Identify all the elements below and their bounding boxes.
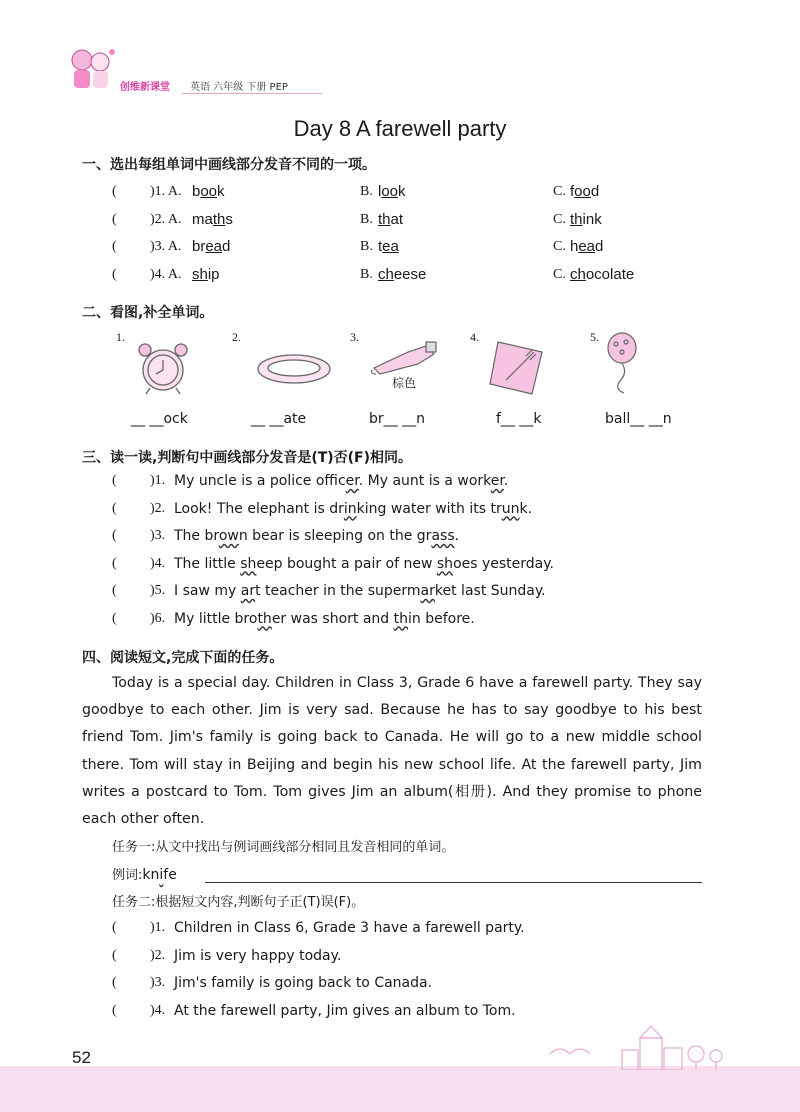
- question-number: )4.: [150, 1002, 166, 1018]
- answer-paren[interactable]: (: [112, 583, 117, 598]
- underlined-letters: ea: [382, 238, 399, 255]
- question-number: )2.: [150, 500, 166, 516]
- picture-number: 3.: [350, 330, 359, 344]
- answer-paren[interactable]: (: [112, 920, 117, 935]
- question-number: )4. A.: [150, 266, 182, 282]
- sentence-part: oes yesterday.: [453, 555, 554, 572]
- underlined-letters: oo: [574, 183, 591, 200]
- sentence-part: king water with its tr: [356, 500, 502, 517]
- underlined-letters: er: [490, 473, 504, 489]
- option-c-label: C.: [553, 184, 566, 199]
- picture-number: 1.: [116, 330, 125, 344]
- brand-name: 创维新课堂: [120, 82, 170, 93]
- word-part: h: [570, 238, 579, 255]
- cartoon-kids-logo-icon: [62, 42, 122, 98]
- option-a-word: [192, 238, 230, 255]
- answer-paren[interactable]: (: [112, 975, 117, 990]
- answer-paren[interactable]: (: [112, 500, 117, 516]
- answer-paren[interactable]: (: [112, 1002, 117, 1018]
- fill-in-word[interactable]: f__ __k: [496, 411, 542, 427]
- answer-paren[interactable]: (: [112, 528, 117, 543]
- page-number: 52: [72, 1048, 91, 1067]
- underlined-letters: th: [570, 210, 583, 228]
- sentence-part: The br: [174, 528, 219, 544]
- section4-heading: 四、阅读短文,完成下面的任务。: [82, 650, 284, 666]
- option-a-word: [192, 266, 220, 283]
- option-c-word: [570, 266, 634, 283]
- underlined-letters: i: [159, 867, 164, 883]
- option-b-word: [378, 183, 406, 200]
- picture-number: 2.: [232, 330, 241, 344]
- underlined-letters: oo: [200, 183, 218, 200]
- option-b-word: [378, 266, 426, 283]
- example-row: [112, 864, 177, 883]
- sentence-part: .: [454, 528, 460, 544]
- underlined-letters: ea: [578, 238, 596, 255]
- header-divider: [182, 93, 322, 94]
- option-c-label: C.: [553, 239, 566, 254]
- word-part: l: [378, 183, 382, 200]
- underlined-letters: oo: [381, 183, 399, 200]
- answer-paren[interactable]: (: [112, 947, 117, 963]
- sentence: [174, 611, 475, 627]
- word-part: kn: [142, 867, 160, 883]
- word-part: fe: [163, 867, 177, 883]
- underlined-letters: th: [378, 210, 391, 228]
- underlined-letters: ch: [378, 265, 394, 283]
- underlined-letters: ar: [420, 583, 435, 599]
- book-info: 英语 六年级 下册 PEP: [190, 82, 288, 93]
- plate-icon: [254, 344, 334, 398]
- word-part: b: [192, 183, 201, 200]
- option-b-label: B.: [360, 211, 373, 227]
- option-b-word: [378, 238, 399, 255]
- underlined-letters: th: [212, 210, 226, 228]
- picture-number: 4.: [470, 330, 479, 344]
- question-number: )3. A.: [150, 239, 182, 254]
- underlined-letters: th: [257, 610, 272, 627]
- option-b-word: [378, 211, 403, 228]
- sentence-part: Look! The elephant is dr: [174, 500, 344, 517]
- word-part: ip: [207, 265, 220, 283]
- underlined-letters: ea: [205, 238, 223, 255]
- word-part: k: [398, 183, 406, 200]
- fork-on-napkin-icon: [484, 334, 548, 402]
- word-part: ma: [192, 210, 213, 228]
- statement: Children in Class 6, Grade 3 have a farewell party.: [174, 920, 525, 936]
- underlined-letters: in: [343, 500, 357, 517]
- underlined-letters: er: [345, 473, 359, 489]
- option-c-label: C.: [553, 266, 566, 282]
- balloon-icon: [604, 330, 644, 398]
- option-c-word: [570, 238, 603, 255]
- underlined-letters: sh: [240, 555, 257, 572]
- option-c-word: [570, 183, 599, 200]
- answer-paren[interactable]: (: [112, 184, 117, 199]
- statement: Jim's family is going back to Canada.: [174, 975, 433, 991]
- word-part: s: [225, 210, 233, 228]
- word-part: f: [570, 183, 575, 200]
- task1-instruction: 任务一:从文中找出与例词画线部分相同且发音相同的单词。: [112, 840, 455, 855]
- word-part: eese: [393, 265, 427, 283]
- underlined-letters: un: [501, 500, 520, 517]
- statement: At the farewell party, Jim gives an album to Tom.: [174, 1002, 516, 1019]
- question-number: )4.: [150, 555, 166, 571]
- underlined-letters: th: [393, 610, 408, 627]
- answer-paren[interactable]: (: [112, 555, 117, 571]
- sentence-part: eep bought a pair of new: [256, 555, 437, 572]
- word-part: d: [595, 238, 604, 255]
- answer-paren[interactable]: (: [112, 211, 117, 227]
- answer-paren[interactable]: (: [112, 473, 117, 488]
- word-part: t: [378, 238, 383, 255]
- option-a-word: [192, 183, 225, 200]
- question-number: )6.: [150, 610, 166, 626]
- castle-decoration-icon: [540, 1024, 740, 1070]
- question-number: )1.: [150, 473, 166, 488]
- sentence-part: t teacher in the superm: [255, 583, 421, 599]
- sentence: [174, 556, 554, 572]
- task2-instruction: 任务二:根据短文内容,判断句子正(T)误(F)。: [112, 895, 365, 910]
- sentence-part: My little bro: [174, 610, 258, 627]
- answer-line[interactable]: [205, 882, 702, 883]
- underlined-letters: sh: [192, 265, 208, 283]
- alarm-clock-icon: [132, 336, 194, 402]
- picture-number: 5.: [590, 330, 599, 344]
- sentence-part: I saw my: [174, 583, 241, 599]
- sentence-part: The little: [174, 555, 241, 572]
- picture-caption: 棕色: [392, 376, 417, 390]
- word-part: d: [590, 183, 600, 200]
- word-part: d: [222, 238, 231, 255]
- question-number: )2.: [150, 947, 166, 963]
- example-word: [142, 867, 176, 883]
- question-number: )2. A.: [150, 211, 182, 227]
- section3-heading: 三、读一读,判断句中画线部分发音是(T)否(F)相同。: [82, 450, 413, 466]
- answer-paren[interactable]: (: [112, 239, 117, 254]
- sentence-part: . My aunt is a work: [358, 473, 491, 489]
- section1-heading: 一、选出每组单词中画线部分发音不同的一项。: [82, 157, 376, 173]
- fill-in-word[interactable]: ball__ __n: [605, 411, 672, 427]
- option-b-label: B.: [360, 266, 373, 282]
- section2-heading: 二、看图,补全单词。: [82, 305, 214, 321]
- sentence: [174, 501, 532, 517]
- option-b-label: B.: [360, 184, 373, 199]
- sentence: [174, 583, 546, 599]
- fill-in-word[interactable]: br__ __n: [369, 411, 425, 427]
- sentence: [174, 473, 508, 489]
- fill-in-word[interactable]: __ __ock: [131, 411, 188, 427]
- question-number: )1. A.: [150, 184, 182, 199]
- word-part: ink: [582, 210, 602, 228]
- sentence-part: in before.: [408, 610, 475, 627]
- sentence-part: n bear is sleeping on the gr: [238, 528, 432, 544]
- underlined-letters: ow: [218, 528, 239, 544]
- question-number: )5.: [150, 583, 166, 598]
- answer-paren[interactable]: (: [112, 610, 117, 626]
- underlined-letters: sh: [436, 555, 454, 572]
- footer-band: [0, 1066, 800, 1112]
- answer-paren[interactable]: (: [112, 266, 117, 282]
- reading-passage: Today is a special day. Children in Class 3, Grade 6 have a farewell party. They say goodbye to each other. Jim is very sad. Because he has to say goodbye to his best friend Tom. Jim's family is going back to Canada. He will go to a new middle school there. Tom will stay in Beijing and begin his new school life. At the farewell party, Jim writes a postcard to Tom. Tom gives Jim an album(相册). And they promise to phone each other often.: [82, 675, 702, 828]
- option-c-word: [570, 211, 602, 228]
- sentence-part: .: [503, 473, 509, 489]
- option-b-label: B.: [360, 239, 373, 254]
- fill-in-word[interactable]: __ __ate: [251, 411, 307, 427]
- underlined-letters: ch: [570, 265, 586, 283]
- statement: Jim is very happy today.: [174, 947, 342, 964]
- sentence-part: k.: [519, 500, 533, 517]
- option-a-word: [192, 211, 233, 228]
- sentence: [174, 528, 459, 544]
- underlined-letters: ar: [240, 583, 256, 599]
- option-c-label: C.: [553, 211, 566, 227]
- question-number: )3.: [150, 528, 166, 543]
- word-part: at: [390, 210, 404, 228]
- word-part: k: [217, 183, 225, 200]
- page-title: Day 8 A farewell party: [293, 116, 507, 141]
- word-part: br: [192, 238, 206, 255]
- example-label: 例词:: [112, 868, 143, 883]
- sentence-part: My uncle is a police offic: [174, 473, 346, 489]
- word-part: ocolate: [585, 265, 635, 283]
- question-number: )3.: [150, 975, 166, 990]
- sentence-part: ket last Sunday.: [434, 583, 546, 599]
- question-number: )1.: [150, 920, 166, 935]
- underlined-letters: ass: [431, 528, 455, 544]
- sentence-part: er was short and: [271, 610, 394, 627]
